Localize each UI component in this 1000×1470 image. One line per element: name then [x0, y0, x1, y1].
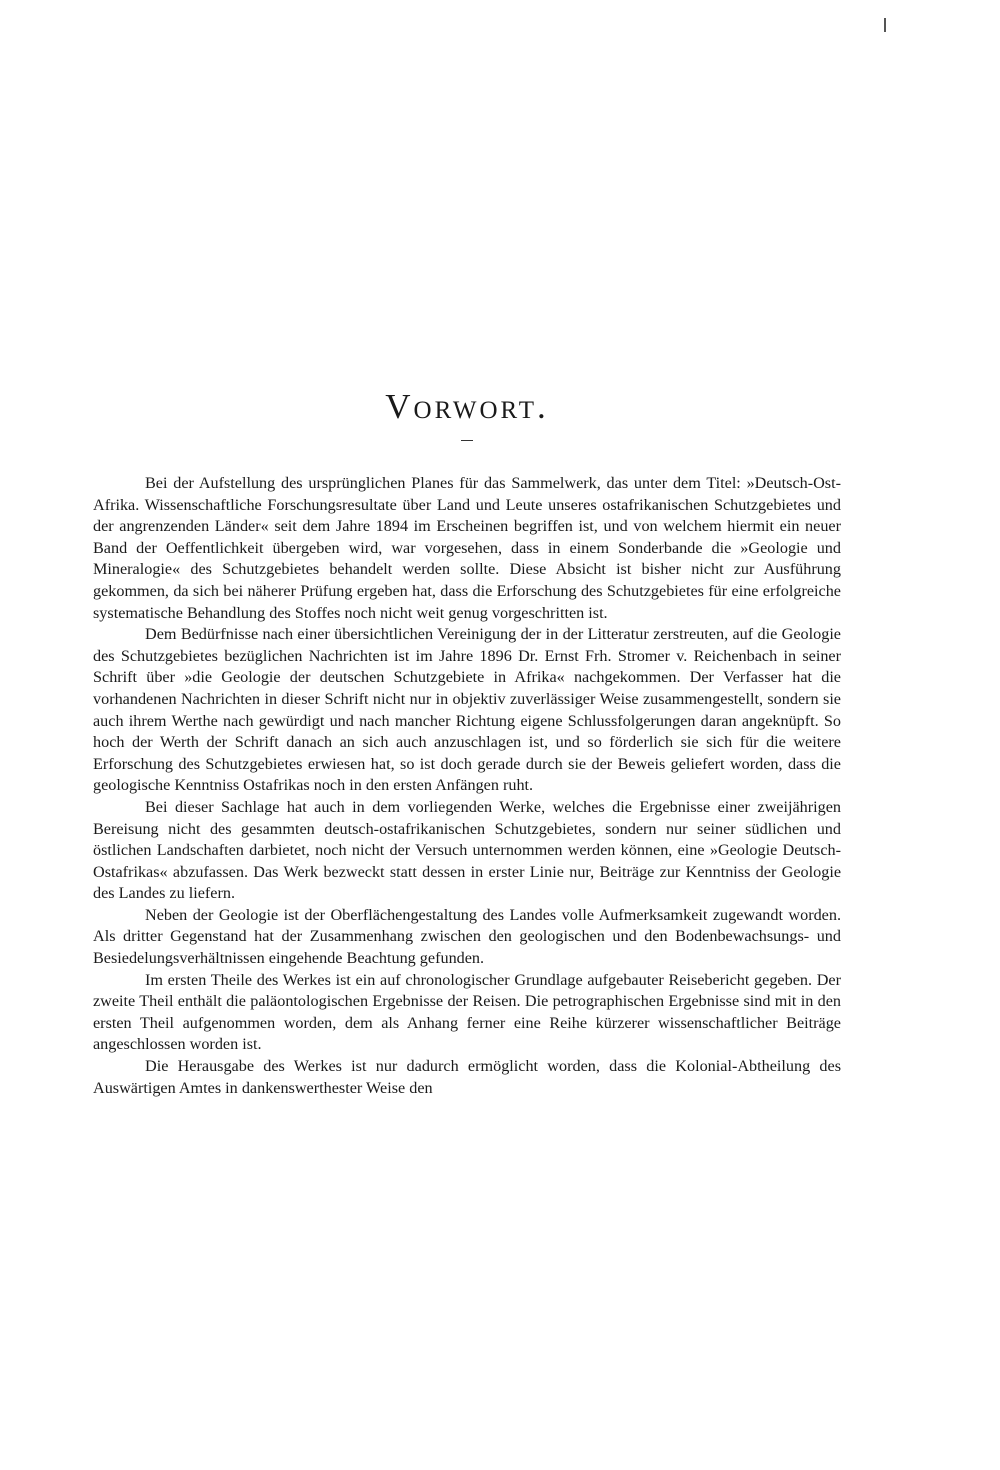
page-corner-mark — [884, 18, 886, 32]
paragraph-1: Bei der Aufstellung des ursprünglichen Planes für das Sammelwerk, das unter dem Titel: »Deutsch-Ost-Afrika. Wissenschaftliche Forschungsresultate über Land und Leute unseres ostafrikanischen Schutzgebietes und der angrenzenden Länder« seit dem Jahre 1894 im Erscheinen begriffen ist, und von welchem hiermit ein neuer Band der Oeffentlichkeit übergeben wird, war vorgesehen, dass in einem Sonderbande die »Geologie und Mineralogie« des Schutzgebietes behandelt werden sollte. Diese Absicht ist bisher nicht zur Ausführung gekommen, da sich bei näherer Prüfung ergeben hat, dass die Erforschung des Schutzgebietes für eine erfolgreiche systematische Behandlung des Stoffes noch nicht weit genug vorgeschritten ist. — [93, 474, 841, 622]
paragraph-4: Neben der Geologie ist der Oberflächengestaltung des Landes volle Aufmerksamkeit zugewandt worden. Als dritter Gegenstand hat der Zusammenhang zwischen den geologischen und den Bodenbewachsungs- und Besiedelungsverhältnissen eingehende Beachtung gefunden. — [93, 905, 841, 968]
page-title: Vorwort. — [385, 387, 549, 426]
paragraph-2: Dem Bedürfnisse nach einer übersichtlichen Vereinigung der in der Litteratur zerstreuten, auf die Geologie des Schutzgebietes bezüglichen Nachrichten ist im Jahre 1896 Dr. Ernst Frh. Stromer v. Reichenbach in seiner Schrift über »die Geologie der deutschen Schutzgebiete in Afrika« nachgekommen. Der Verfasser hat die vorhandenen Nachrichten in dieser Schrift nicht nur in objektiv zuverlässiger Weise zusammengestellt, sondern sie auch ihrem Werthe nach gewürdigt und nach mancher Richtung eigene Schlussfolgerungen daran angeknüpft. So hoch der Werth der Schrift danach an sich auch anzuschlagen ist, und so förderlich sie sich für die weitere Erforschung des Schutzgebietes erwiesen hat, so ist doch gerade durch sie der Beweis geliefert worden, dass die geologische Kenntniss Ostafrikas noch in den ersten Anfängen ruht. — [93, 625, 841, 795]
paragraph-3: Bei dieser Sachlage hat auch in dem vorliegenden Werke, welches die Ergebnisse einer zweijährigen Bereisung nicht des gesammten deutsch-ostafrikanischen Schutzgebietes, sondern nur seiner südlichen und östlichen Landschaften darbietet, noch nicht der Versuch unternommen werden können, eine »Geologie Deutsch-Ostafrikas« abzufassen. Das Werk bezweckt statt dessen in erster Linie nur, Beiträge zur Kenntniss der Geologie des Landes zu liefern. — [93, 797, 841, 903]
paragraph-5: Im ersten Theile des Werkes ist ein auf chronologischer Grundlage aufgebauter Reisebericht gegeben. Der zweite Theil enthält die paläontologischen Ergebnisse der Reisen. Die petrographischen Ergebnisse sind mit in den ersten Theil aufgenommen worden, dem als Anhang ferner eine Reihe kürzerer wissenschaftlicher Beiträge angeschlossen worden ist. — [93, 970, 841, 1054]
paragraph-6: Die Herausgabe des Werkes ist nur dadurch ermöglicht worden, dass die Kolonial-Abtheilung des Auswärtigen Amtes in dankenswerthester Weise den — [93, 1057, 841, 1097]
title-divider — [461, 440, 473, 441]
body-text — [93, 473, 841, 1099]
document-page — [93, 384, 841, 1099]
